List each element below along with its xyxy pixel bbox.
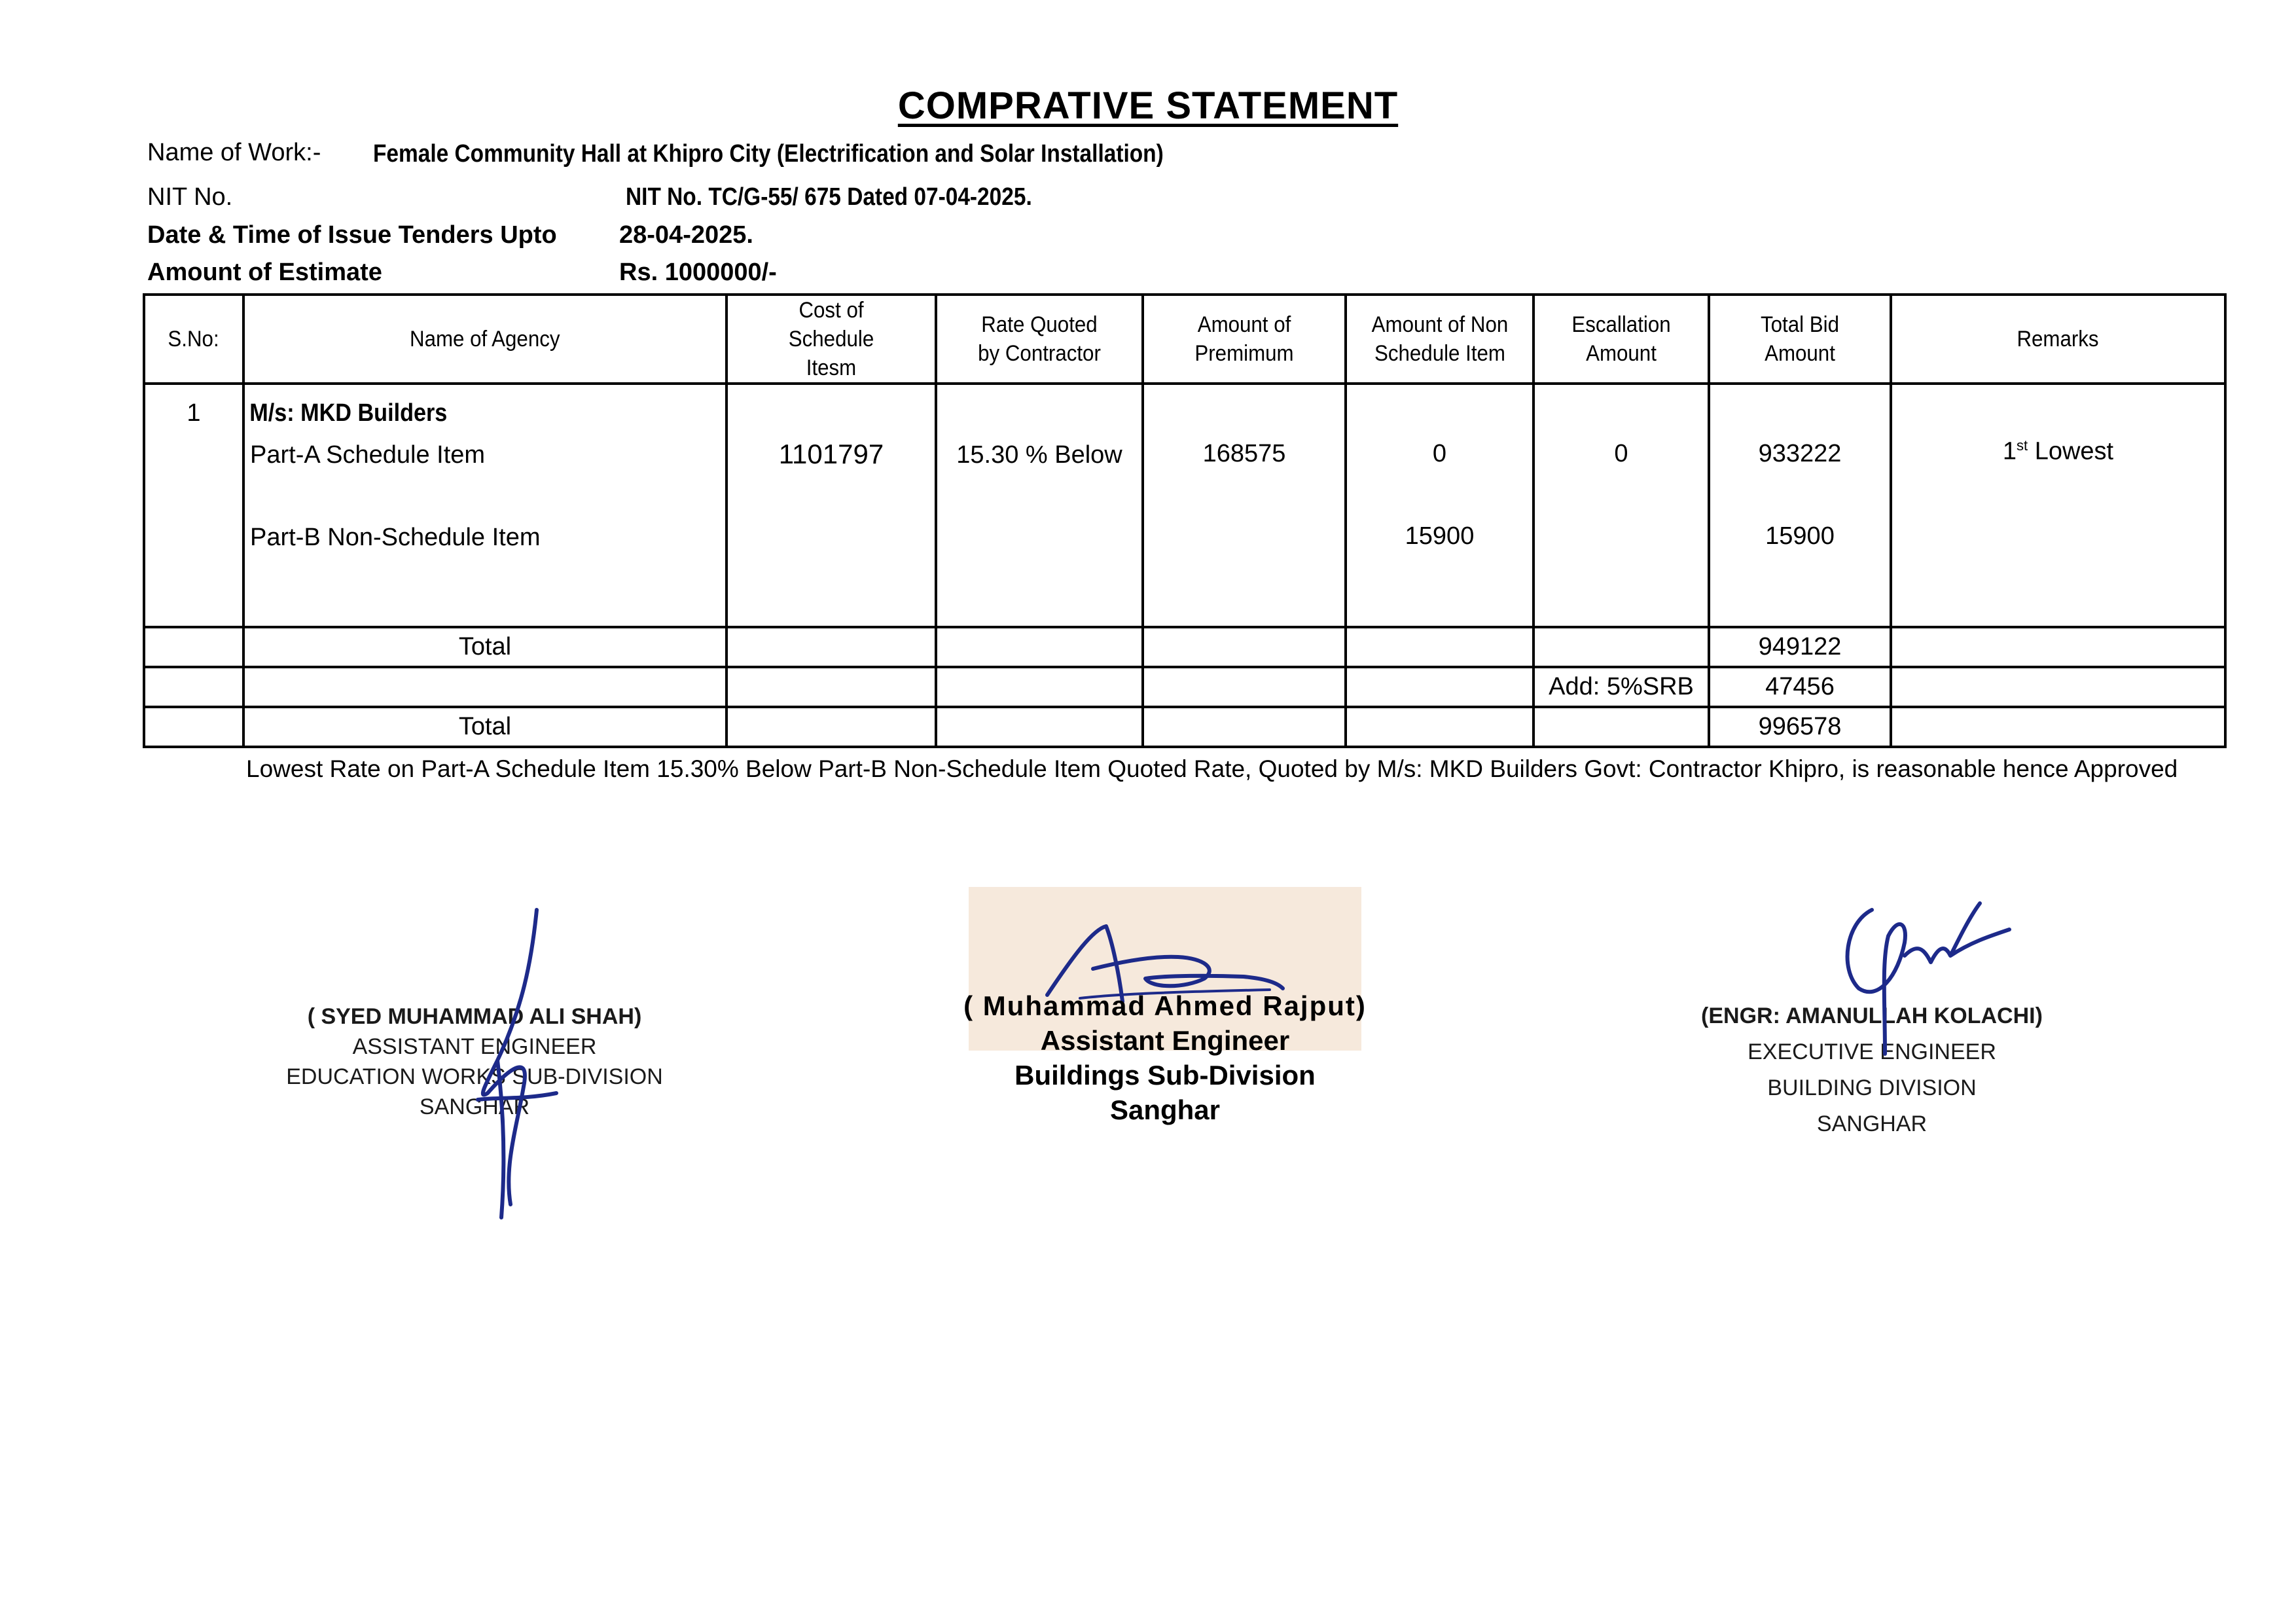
signatory-1-location: SANGHAR — [419, 1094, 530, 1119]
approval-note: Lowest Rate on Part-A Schedule Item 15.30% Below Part-B Non-Schedule Item Quoted Rate, Quoted by M/s: MKD Builders Govt: Contractor Khipro, is reasonable hence Approved — [246, 755, 2178, 782]
signatory-1-office: EDUCATION WORKS SUB-DIVISION — [286, 1064, 663, 1089]
total-bid-a-value: 933222 — [1758, 440, 1842, 467]
name-of-work-value: Female Community Hall at Khipro City (Electrification and Solar Installation) — [373, 140, 1164, 168]
non-schedule-cell — [1346, 384, 1534, 627]
table-header-row — [144, 295, 2225, 384]
srb-value: 47456 — [1709, 667, 1891, 707]
remarks-rank: 1 — [2002, 437, 2017, 465]
sno-cell — [144, 384, 243, 627]
total-bid-b-value: 15900 — [1765, 522, 1835, 550]
column-header: S.No: — [144, 295, 243, 384]
signatory-1-name: ( SYED MUHAMMAD ALI SHAH) — [307, 1004, 642, 1029]
signatory-2-location: Sanghar — [1109, 1094, 1221, 1125]
non-schedule-a-value: 0 — [1432, 440, 1447, 467]
escalation-cell — [1534, 384, 1709, 627]
column-header: Amount of Non Schedule Item — [1346, 295, 1534, 384]
signatory-2 — [903, 988, 1427, 1127]
remarks-value — [1892, 437, 2224, 466]
name-of-work-label: Name of Work:- — [147, 139, 321, 166]
column-header: Amount of Premimum — [1143, 295, 1346, 384]
signatory-3-office: BUILDING DIVISION — [1767, 1075, 1977, 1100]
nit-value: NIT No. TC/G-55/ 675 Dated 07-04-2025. — [626, 183, 1032, 211]
agency-cell — [243, 384, 726, 627]
signatory-1-title: ASSISTANT ENGINEER — [352, 1034, 597, 1059]
table-row-srb — [144, 667, 2225, 707]
total-value: 949122 — [1709, 627, 1891, 667]
total-bid-cell — [1709, 384, 1891, 627]
issue-date-label: Date & Time of Issue Tenders Upto — [147, 221, 557, 249]
table-row-grand-total — [144, 707, 2225, 747]
part-a-label: Part-A Schedule Item — [250, 441, 486, 469]
signatory-2-title: Assistant Engineer — [1040, 1025, 1290, 1056]
column-header: Rate Quoted by Contractor — [936, 295, 1143, 384]
non-schedule-b-value: 15900 — [1405, 522, 1475, 550]
signature-3 — [1820, 897, 2016, 1067]
signatory-3-location: SANGHAR — [1816, 1111, 1928, 1136]
agency-name: M/s: MKD Builders — [249, 399, 448, 427]
grand-total-value: 996578 — [1709, 707, 1891, 747]
cost-schedule-value: 1101797 — [778, 439, 884, 469]
remarks-rank-suffix: st — [2017, 437, 2028, 454]
comparative-table — [143, 293, 2227, 748]
remarks-cell — [1891, 384, 2225, 627]
premium-cell — [1143, 384, 1346, 627]
column-header: Escallation Amount — [1534, 295, 1709, 384]
estimate-value: Rs. 1000000/- — [619, 259, 777, 286]
column-header: Cost of Schedule Itesm — [726, 295, 936, 384]
signatory-3-title: EXECUTIVE ENGINEER — [1748, 1039, 1996, 1064]
grand-total-label: Total — [243, 707, 726, 747]
cost-schedule-cell — [726, 384, 936, 627]
premium-value: 168575 — [1202, 440, 1286, 467]
column-header: Remarks — [1891, 295, 2225, 384]
escalation-value: 0 — [1614, 440, 1628, 467]
document-title: COMPRATIVE STATEMENT — [897, 84, 1399, 127]
issue-date-value: 28-04-2025. — [619, 221, 753, 249]
signatory-2-name: ( Muhammad Ahmed Rajput) — [963, 990, 1367, 1021]
part-b-label: Part-B Non-Schedule Item — [250, 524, 541, 551]
column-header: Name of Agency — [243, 295, 726, 384]
rate-quoted-cell — [936, 384, 1143, 627]
signatory-2-office: Buildings Sub-Division — [1014, 1060, 1316, 1091]
estimate-label: Amount of Estimate — [147, 259, 382, 286]
rate-quoted-value: 15.30 % Below — [956, 441, 1122, 469]
sno-value: 1 — [187, 399, 201, 427]
total-label: Total — [243, 627, 726, 667]
srb-label: Add: 5%SRB — [1534, 667, 1709, 707]
nit-label: NIT No. — [147, 183, 233, 211]
table-row-total — [144, 627, 2225, 667]
remarks-text: Lowest — [2034, 437, 2114, 465]
signatory-3-name: (ENGR: AMANULLAH KOLACHI) — [1701, 1003, 2043, 1028]
column-header: Total Bid Amount — [1709, 295, 1891, 384]
signature-1 — [458, 903, 589, 1231]
table-row — [144, 384, 2225, 627]
